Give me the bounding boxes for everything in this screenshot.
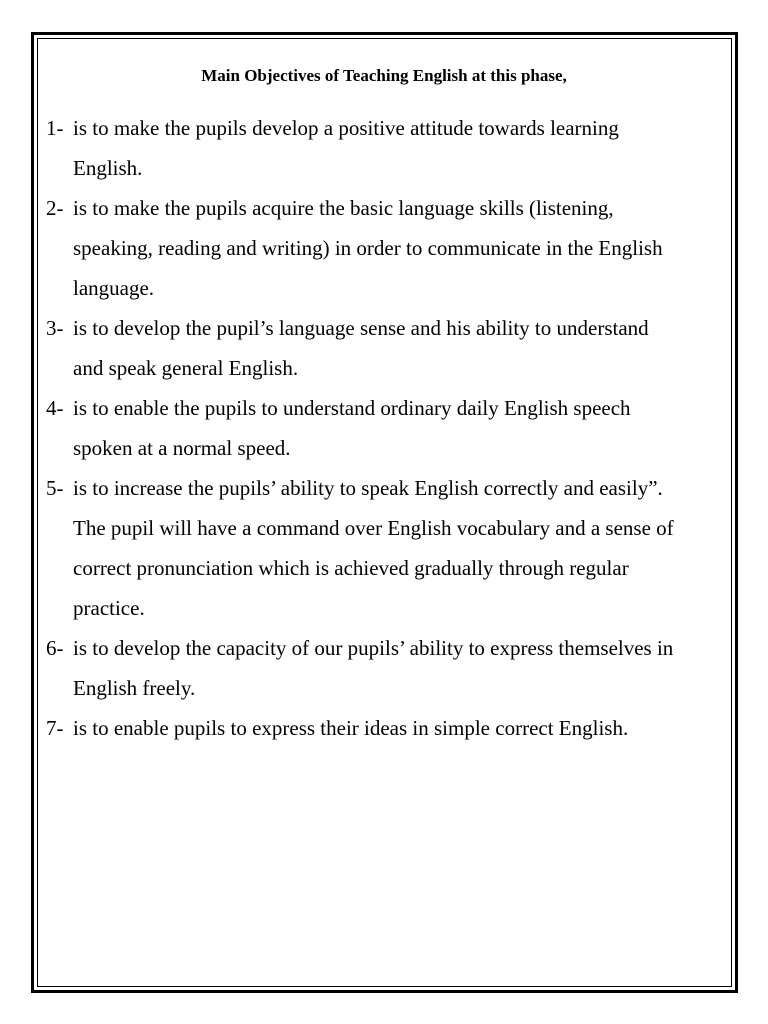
objective-text <box>73 108 726 188</box>
objective-text-line: speaking, reading and writing) in order to communicate in the English <box>73 236 663 260</box>
objective-number: 4- <box>46 396 64 420</box>
objective-item <box>46 468 726 628</box>
objective-text <box>73 628 726 708</box>
objective-number: 2- <box>46 196 64 220</box>
objective-text-line: is to enable pupils to express their ideas in simple correct English. <box>73 716 629 740</box>
objective-text-line: and speak general English. <box>73 356 299 380</box>
objective-number: 6- <box>46 636 64 660</box>
objective-number: 5- <box>46 476 64 500</box>
objective-text-line: is to enable the pupils to understand ordinary daily English speech <box>73 396 631 420</box>
objective-item <box>46 708 726 748</box>
objective-text-line: correct pronunciation which is achieved gradually through regular <box>73 556 629 580</box>
objective-number: 7- <box>46 716 64 740</box>
objectives-list <box>46 108 726 748</box>
objective-text <box>73 708 726 748</box>
objective-text-line: spoken at a normal speed. <box>73 436 291 460</box>
objective-text <box>73 308 726 388</box>
objective-text-line: The pupil will have a command over English vocabulary and a sense of <box>73 516 674 540</box>
objective-item <box>46 388 726 468</box>
objective-text-line: English. <box>73 156 143 180</box>
objective-text-line: language. <box>73 276 155 300</box>
objective-text <box>73 388 726 468</box>
objective-text-line: is to develop the pupil’s language sense and his ability to understand <box>73 316 649 340</box>
objective-number: 1- <box>46 116 64 140</box>
objective-text <box>73 188 726 308</box>
document-title: Main Objectives of Teaching English at this phase, <box>201 66 567 85</box>
objective-text-line: is to make the pupils acquire the basic language skills (listening, <box>73 196 614 220</box>
objective-text-line: is to develop the capacity of our pupils’ ability to express themselves in <box>73 636 674 660</box>
objective-text-line: is to make the pupils develop a positive attitude towards learning <box>73 116 619 140</box>
objective-text <box>73 468 726 628</box>
objective-item <box>46 628 726 708</box>
objective-item <box>46 308 726 388</box>
objective-text-line: practice. <box>73 596 145 620</box>
objective-number: 3- <box>46 316 64 340</box>
objective-item <box>46 188 726 308</box>
objective-text-line: English freely. <box>73 676 196 700</box>
objective-item <box>46 108 726 188</box>
objective-text-line: is to increase the pupils’ ability to speak English correctly and easily”. <box>73 476 663 500</box>
